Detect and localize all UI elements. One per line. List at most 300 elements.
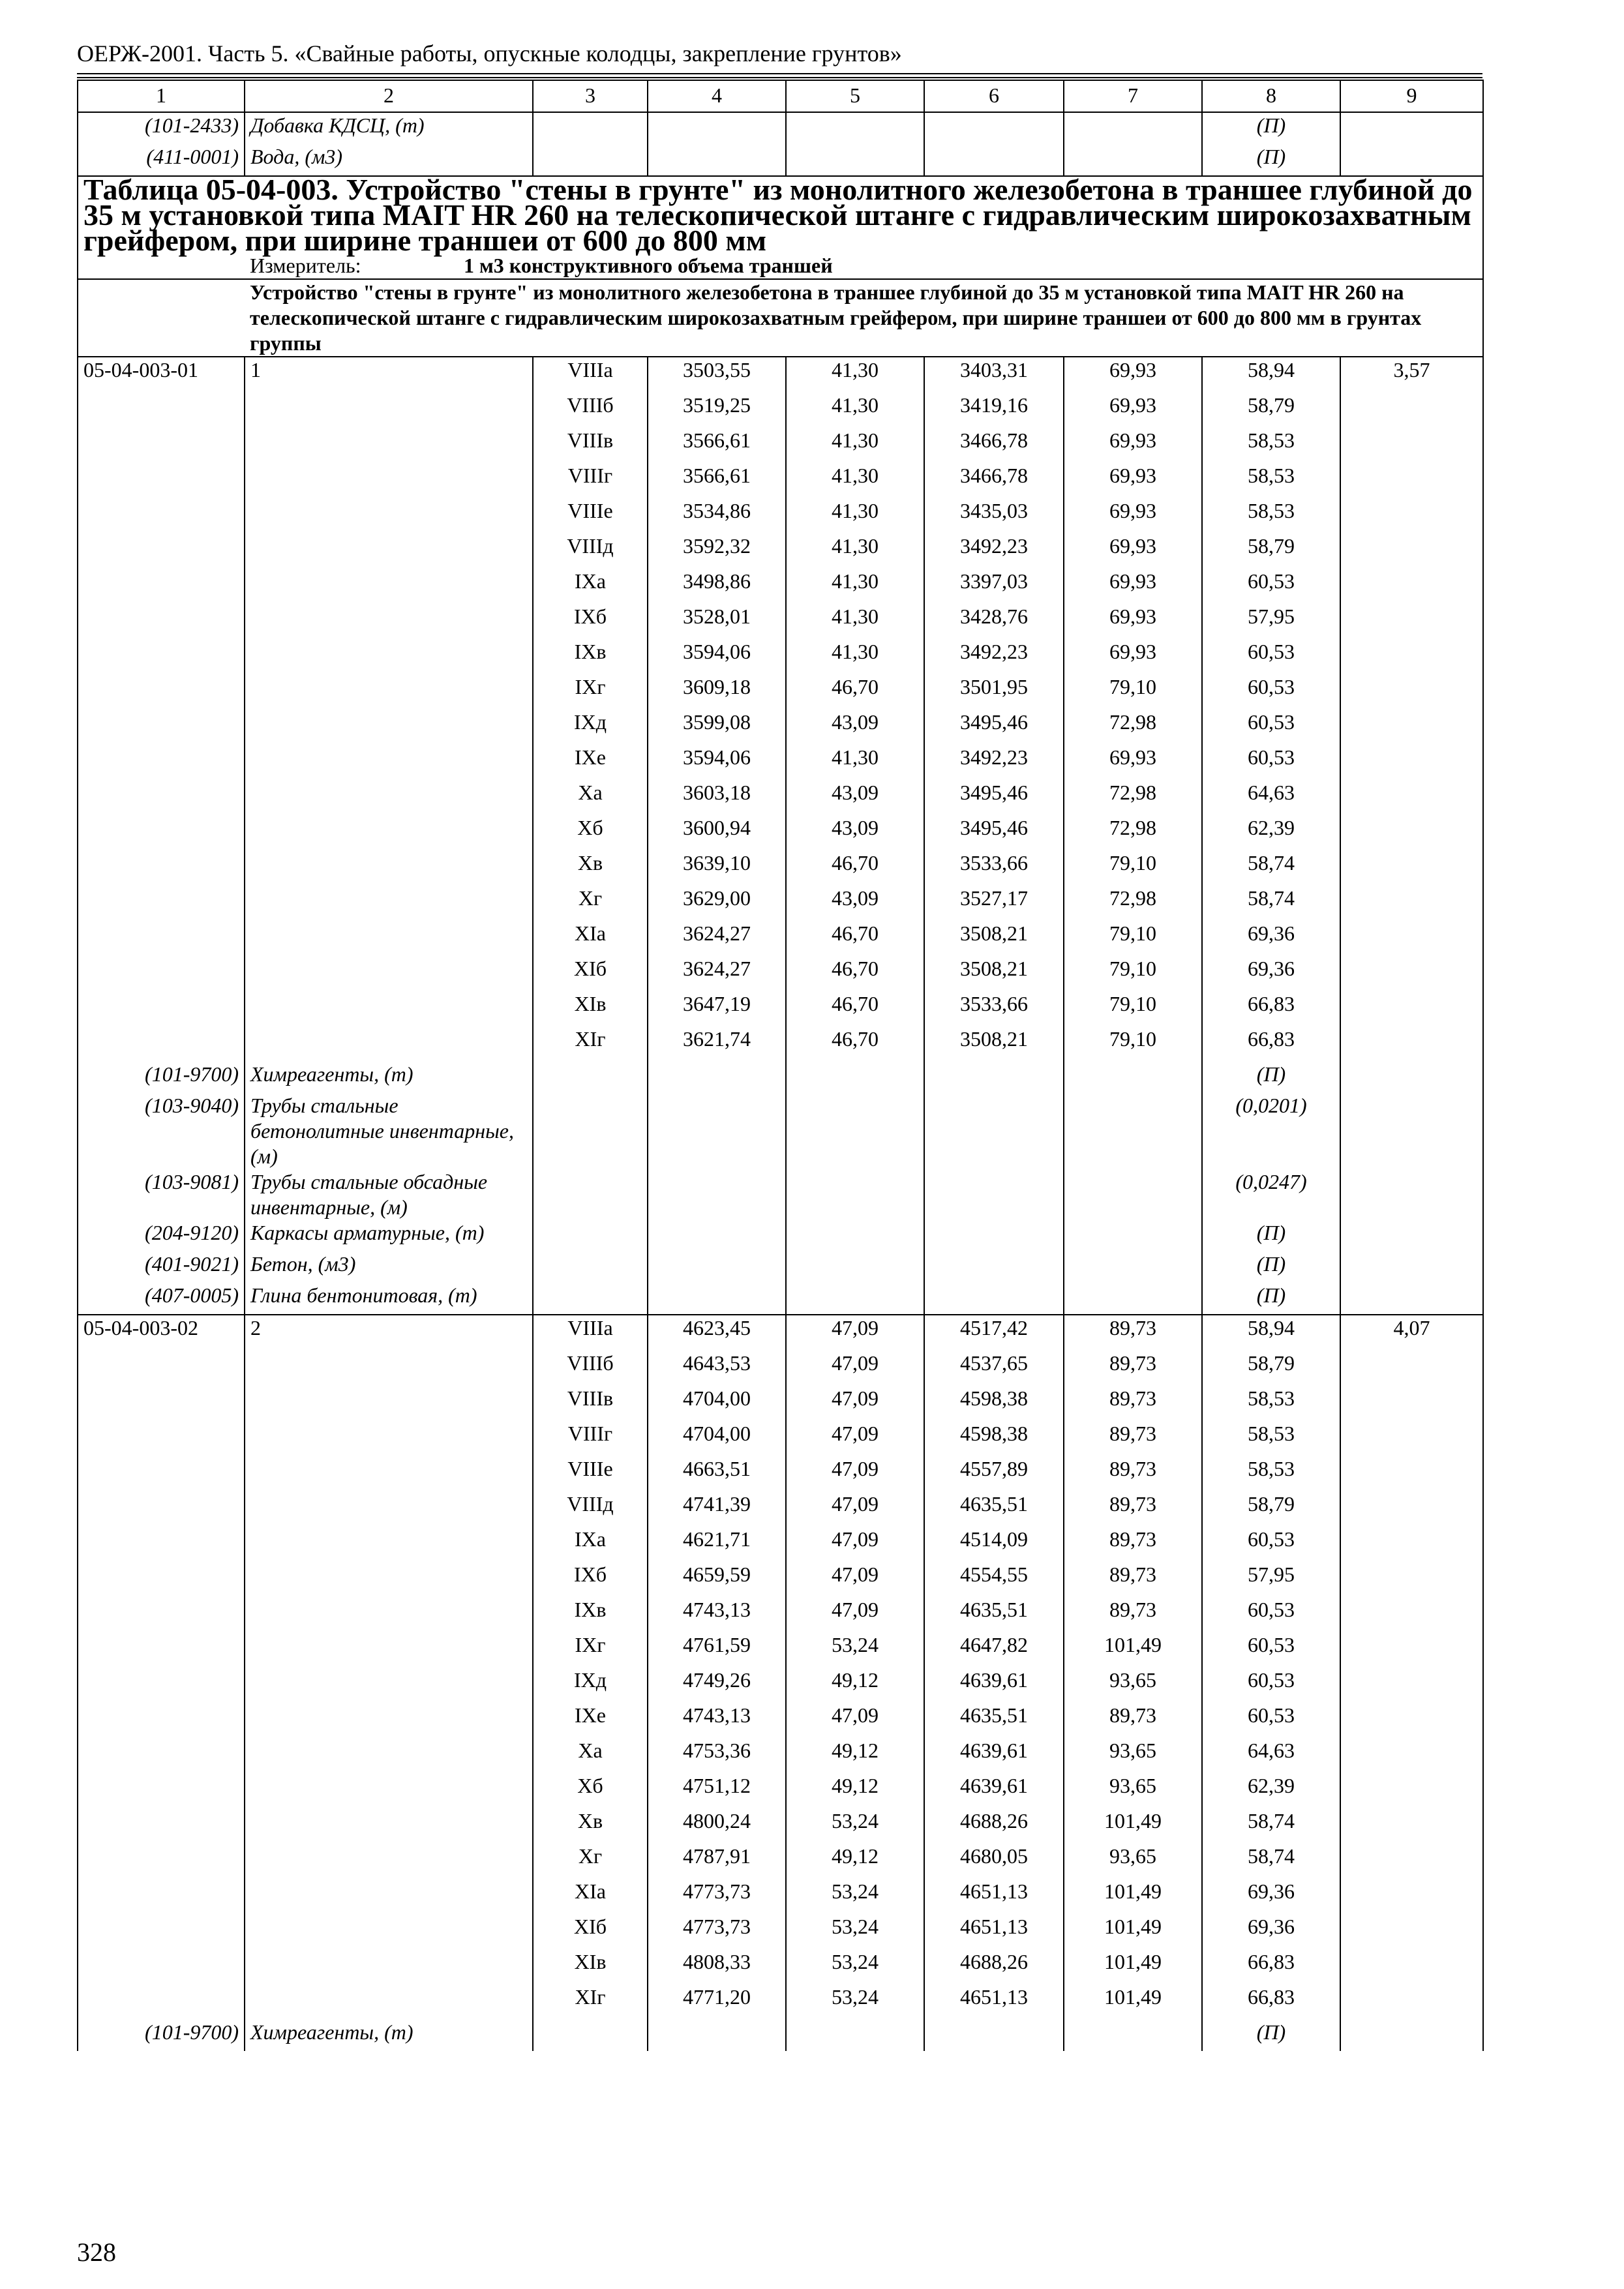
resource-name: Химреагенты, (т) — [245, 1062, 533, 1093]
wages: 41,30 — [786, 357, 924, 393]
wages: 47,09 — [786, 1491, 924, 1527]
machinist-wages: 69,93 — [1064, 357, 1202, 393]
running-header: ОЕРЖ-2001. Часть 5. «Свайные работы, опускные колодцы, закрепление грунтов» — [77, 40, 902, 67]
resource-name: Химреагенты, (т) — [245, 2020, 533, 2051]
total-cost: 4787,91 — [648, 1844, 786, 1879]
soil-group: IXв — [533, 1597, 648, 1632]
rate-row — [78, 1026, 1483, 1062]
wages: 41,30 — [786, 745, 924, 780]
total-cost: 4621,71 — [648, 1527, 786, 1562]
machine-cost: 3508,21 — [924, 1026, 1064, 1062]
column-number: 9 — [1340, 80, 1483, 112]
wages: 43,09 — [786, 780, 924, 815]
machinist-wages: 89,73 — [1064, 1315, 1202, 1351]
rate-code: 05-04-003-02 — [78, 1315, 245, 1351]
resource-code: (101-2433) — [78, 112, 245, 144]
rate-row — [78, 498, 1483, 533]
soil-group: Xв — [533, 1808, 648, 1844]
soil-group: XIб — [533, 1914, 648, 1949]
total-cost: 4749,26 — [648, 1668, 786, 1703]
rate-row — [78, 1315, 1483, 1351]
machinist-wages: 93,65 — [1064, 1738, 1202, 1773]
materials-cost: 58,74 — [1202, 1844, 1340, 1879]
machine-cost: 3428,76 — [924, 604, 1064, 639]
machinist-wages: 72,98 — [1064, 886, 1202, 921]
materials-cost: 58,79 — [1202, 1491, 1340, 1527]
soil-group: IXб — [533, 604, 648, 639]
soil-group: XIа — [533, 921, 648, 956]
material-row — [78, 1283, 1483, 1315]
total-cost: 4743,13 — [648, 1703, 786, 1738]
machinist-wages: 69,93 — [1064, 428, 1202, 463]
machinist-wages: 89,73 — [1064, 1456, 1202, 1491]
material-row — [78, 2020, 1483, 2051]
resource-name: Вода, (м3) — [245, 144, 533, 176]
column-number: 6 — [924, 80, 1064, 112]
machinist-wages: 79,10 — [1064, 1026, 1202, 1062]
wages: 43,09 — [786, 886, 924, 921]
wages: 41,30 — [786, 533, 924, 569]
wages: 53,24 — [786, 1984, 924, 2020]
rate-row — [78, 1386, 1483, 1421]
total-cost: 4659,59 — [648, 1562, 786, 1597]
machinist-wages: 79,10 — [1064, 956, 1202, 991]
machinist-wages: 101,49 — [1064, 1808, 1202, 1844]
soil-group: VIIIг — [533, 463, 648, 498]
rate-row — [78, 1984, 1483, 2020]
wages: 53,24 — [786, 1914, 924, 1949]
total-cost: 4704,00 — [648, 1421, 786, 1456]
machine-cost: 3492,23 — [924, 533, 1064, 569]
total-cost: 3600,94 — [648, 815, 786, 850]
total-cost: 3639,10 — [648, 850, 786, 886]
total-cost: 3603,18 — [648, 780, 786, 815]
wages: 47,09 — [786, 1527, 924, 1562]
machinist-wages: 72,98 — [1064, 815, 1202, 850]
machine-cost: 3501,95 — [924, 674, 1064, 710]
machine-cost: 3508,21 — [924, 921, 1064, 956]
wages: 47,09 — [786, 1421, 924, 1456]
soil-group: VIIIд — [533, 1491, 648, 1527]
machinist-wages: 93,65 — [1064, 1844, 1202, 1879]
materials-cost: 57,95 — [1202, 1562, 1340, 1597]
rate-row — [78, 428, 1483, 463]
total-cost: 4623,45 — [648, 1315, 786, 1351]
total-cost: 4800,24 — [648, 1808, 786, 1844]
machinist-wages: 69,93 — [1064, 604, 1202, 639]
column-number: 1 — [78, 80, 245, 112]
total-cost: 3629,00 — [648, 886, 786, 921]
rate-row — [78, 1844, 1483, 1879]
materials-cost: 60,53 — [1202, 639, 1340, 674]
machinist-wages: 69,93 — [1064, 533, 1202, 569]
machinist-wages: 79,10 — [1064, 991, 1202, 1026]
machine-cost: 3419,16 — [924, 393, 1064, 428]
wages: 47,09 — [786, 1597, 924, 1632]
description-row — [78, 279, 1483, 357]
machine-cost: 3492,23 — [924, 745, 1064, 780]
wages: 53,24 — [786, 1949, 924, 1984]
rate-row — [78, 1949, 1483, 1984]
machinist-wages: 69,93 — [1064, 393, 1202, 428]
wages: 46,70 — [786, 991, 924, 1026]
soil-group: VIIIе — [533, 1456, 648, 1491]
rate-row — [78, 1351, 1483, 1386]
machine-cost: 4688,26 — [924, 1808, 1064, 1844]
machine-cost: 3403,31 — [924, 357, 1064, 393]
machine-cost: 3533,66 — [924, 850, 1064, 886]
rate-row — [78, 604, 1483, 639]
wages: 43,09 — [786, 815, 924, 850]
total-cost: 3566,61 — [648, 428, 786, 463]
materials-cost: 60,53 — [1202, 674, 1340, 710]
machinist-wages: 101,49 — [1064, 1914, 1202, 1949]
materials-cost: 58,94 — [1202, 357, 1340, 393]
soil-group: IXв — [533, 639, 648, 674]
resource-code: (401-9021) — [78, 1251, 245, 1283]
machinist-wages: 89,73 — [1064, 1703, 1202, 1738]
machinist-wages: 69,93 — [1064, 569, 1202, 604]
machine-cost: 4688,26 — [924, 1949, 1064, 1984]
machinist-wages: 69,93 — [1064, 745, 1202, 780]
machinist-wages: 93,65 — [1064, 1773, 1202, 1808]
materials-cost: 58,53 — [1202, 498, 1340, 533]
soil-group: IXг — [533, 674, 648, 710]
machine-cost: 4651,13 — [924, 1984, 1064, 2020]
materials-cost: 60,53 — [1202, 569, 1340, 604]
soil-group: Xг — [533, 886, 648, 921]
resource-name: Каркасы арматурные, (т) — [245, 1220, 533, 1251]
soil-group: IXе — [533, 1703, 648, 1738]
machine-cost: 4680,05 — [924, 1844, 1064, 1879]
rate-code: 05-04-003-01 — [78, 357, 245, 393]
total-cost: 4753,36 — [648, 1738, 786, 1773]
machine-cost: 4651,13 — [924, 1914, 1064, 1949]
labor-cost: 4,07 — [1340, 1315, 1483, 1351]
resource-name: Глина бентонитовая, (т) — [245, 1283, 533, 1315]
rate-row — [78, 1527, 1483, 1562]
machine-cost: 3533,66 — [924, 991, 1064, 1026]
soil-group: VIIIв — [533, 428, 648, 463]
soil-group: Xг — [533, 1844, 648, 1879]
materials-cost: 60,53 — [1202, 1632, 1340, 1668]
material-row — [78, 112, 1483, 144]
total-cost: 3592,32 — [648, 533, 786, 569]
machine-cost: 3492,23 — [924, 639, 1064, 674]
resource-code: (407-0005) — [78, 1283, 245, 1315]
soil-group: IXд — [533, 710, 648, 745]
machinist-wages: 89,73 — [1064, 1562, 1202, 1597]
materials-cost: 58,74 — [1202, 850, 1340, 886]
wages: 53,24 — [786, 1808, 924, 1844]
machinist-wages: 79,10 — [1064, 674, 1202, 710]
wages: 47,09 — [786, 1315, 924, 1351]
measure-row — [78, 253, 1483, 279]
materials-cost: 66,83 — [1202, 1984, 1340, 2020]
machine-cost: 4639,61 — [924, 1773, 1064, 1808]
wages: 49,12 — [786, 1738, 924, 1773]
resource-norm: (0,0247) — [1202, 1169, 1340, 1220]
total-cost: 3534,86 — [648, 498, 786, 533]
materials-cost: 60,53 — [1202, 1703, 1340, 1738]
rate-row — [78, 639, 1483, 674]
machine-cost: 4639,61 — [924, 1738, 1064, 1773]
soil-group: IXд — [533, 1668, 648, 1703]
header-rule — [77, 77, 1482, 78]
machinist-wages: 69,93 — [1064, 639, 1202, 674]
total-cost: 4808,33 — [648, 1949, 786, 1984]
soil-group: Xб — [533, 815, 648, 850]
materials-cost: 58,79 — [1202, 533, 1340, 569]
wages: 47,09 — [786, 1386, 924, 1421]
soil-group: XIг — [533, 1984, 648, 2020]
wages: 43,09 — [786, 710, 924, 745]
total-cost: 3594,06 — [648, 745, 786, 780]
resource-code: (101-9700) — [78, 1062, 245, 1093]
wages: 49,12 — [786, 1844, 924, 1879]
materials-cost: 60,53 — [1202, 745, 1340, 780]
rates-table — [77, 80, 1484, 2051]
machinist-wages: 69,93 — [1064, 463, 1202, 498]
machinist-wages: 69,93 — [1064, 498, 1202, 533]
labor-cost: 3,57 — [1340, 357, 1483, 393]
column-number: 8 — [1202, 80, 1340, 112]
total-cost: 3498,86 — [648, 569, 786, 604]
rate-row — [78, 1562, 1483, 1597]
rate-number: 2 — [245, 1315, 533, 1351]
materials-cost: 57,95 — [1202, 604, 1340, 639]
materials-cost: 62,39 — [1202, 815, 1340, 850]
total-cost: 3503,55 — [648, 357, 786, 393]
machinist-wages: 79,10 — [1064, 850, 1202, 886]
materials-cost: 60,53 — [1202, 710, 1340, 745]
resource-norm: (П) — [1202, 1283, 1340, 1315]
resource-norm: (П) — [1202, 1220, 1340, 1251]
wages: 41,30 — [786, 569, 924, 604]
soil-group: IXа — [533, 1527, 648, 1562]
machinist-wages: 89,73 — [1064, 1597, 1202, 1632]
soil-group: Xб — [533, 1773, 648, 1808]
wages: 46,70 — [786, 921, 924, 956]
soil-group: VIIIа — [533, 357, 648, 393]
wages: 47,09 — [786, 1351, 924, 1386]
work-description: Устройство "стены в грунте" из монолитного железобетона в траншее глубиной до 35 м установкой типа MAIT HR 260 на телескопической штанге с гидравлическим широкозахватным грейфером, при ширине траншеи от 600 до 800 мм в грунтах группы — [245, 279, 1483, 357]
soil-group: IXб — [533, 1562, 648, 1597]
total-cost: 4761,59 — [648, 1632, 786, 1668]
total-cost: 3566,61 — [648, 463, 786, 498]
wages: 53,24 — [786, 1879, 924, 1914]
soil-group: XIа — [533, 1879, 648, 1914]
materials-cost: 60,53 — [1202, 1527, 1340, 1562]
rate-row — [78, 569, 1483, 604]
resource-norm: (П) — [1202, 1251, 1340, 1283]
total-cost: 4751,12 — [648, 1773, 786, 1808]
machine-cost: 4635,51 — [924, 1491, 1064, 1527]
resource-name: Трубы стальные бетонолитные инвентарные, (м) — [245, 1093, 533, 1169]
rate-row — [78, 674, 1483, 710]
rate-row — [78, 1703, 1483, 1738]
rate-row — [78, 1808, 1483, 1844]
resource-code: (101-9700) — [78, 2020, 245, 2051]
resource-name: Трубы стальные обсадные инвентарные, (м) — [245, 1169, 533, 1220]
rate-row — [78, 1456, 1483, 1491]
total-cost: 4743,13 — [648, 1597, 786, 1632]
total-cost: 3519,25 — [648, 393, 786, 428]
machine-cost: 3495,46 — [924, 815, 1064, 850]
resource-name: Добавка КДСЦ, (т) — [245, 112, 533, 144]
machine-cost: 3508,21 — [924, 956, 1064, 991]
soil-group: XIг — [533, 1026, 648, 1062]
wages: 47,09 — [786, 1562, 924, 1597]
soil-group: Xа — [533, 780, 648, 815]
materials-cost: 58,53 — [1202, 463, 1340, 498]
total-cost: 3624,27 — [648, 921, 786, 956]
soil-group: VIIIв — [533, 1386, 648, 1421]
rate-row — [78, 850, 1483, 886]
column-number: 5 — [786, 80, 924, 112]
soil-group: IXа — [533, 569, 648, 604]
total-cost: 4741,39 — [648, 1491, 786, 1527]
wages: 49,12 — [786, 1773, 924, 1808]
rate-row — [78, 991, 1483, 1026]
rate-row — [78, 921, 1483, 956]
machinist-wages: 101,49 — [1064, 1632, 1202, 1668]
materials-cost: 66,83 — [1202, 1026, 1340, 1062]
resource-norm: (П) — [1202, 112, 1340, 144]
soil-group: Xа — [533, 1738, 648, 1773]
material-row — [78, 144, 1483, 176]
rate-row — [78, 1914, 1483, 1949]
header-rule — [77, 73, 1482, 74]
total-cost: 3609,18 — [648, 674, 786, 710]
materials-cost: 58,74 — [1202, 886, 1340, 921]
materials-cost: 58,74 — [1202, 1808, 1340, 1844]
resource-name: Бетон, (м3) — [245, 1251, 533, 1283]
rate-row — [78, 710, 1483, 745]
material-row — [78, 1062, 1483, 1093]
total-cost: 3624,27 — [648, 956, 786, 991]
total-cost: 4773,73 — [648, 1879, 786, 1914]
machine-cost: 4635,51 — [924, 1597, 1064, 1632]
resource-norm: (П) — [1202, 1062, 1340, 1093]
total-cost: 3528,01 — [648, 604, 786, 639]
soil-group: IXг — [533, 1632, 648, 1668]
machinist-wages: 89,73 — [1064, 1527, 1202, 1562]
machinist-wages: 72,98 — [1064, 710, 1202, 745]
machine-cost: 4517,42 — [924, 1315, 1064, 1351]
materials-cost: 62,39 — [1202, 1773, 1340, 1808]
machinist-wages: 72,98 — [1064, 780, 1202, 815]
total-cost: 4773,73 — [648, 1914, 786, 1949]
machinist-wages: 101,49 — [1064, 1879, 1202, 1914]
total-cost: 4771,20 — [648, 1984, 786, 2020]
machinist-wages: 101,49 — [1064, 1984, 1202, 2020]
rate-row — [78, 886, 1483, 921]
soil-group: XIв — [533, 991, 648, 1026]
machinist-wages: 79,10 — [1064, 921, 1202, 956]
soil-group: VIIIг — [533, 1421, 648, 1456]
material-row — [78, 1220, 1483, 1251]
wages: 41,30 — [786, 604, 924, 639]
wages: 41,30 — [786, 498, 924, 533]
soil-group: VIIIд — [533, 533, 648, 569]
machine-cost: 4639,61 — [924, 1668, 1064, 1703]
table-title: Таблица 05-04-003. Устройство "стены в грунте" из монолитного железобетона в траншее глубиной до 35 м установкой типа MAIT HR 260 на телескопической штанге с гидравлическим широкозахватным грейфером, при ширине траншеи от 600 до 800 мм — [78, 176, 1483, 253]
column-number: 2 — [245, 80, 533, 112]
machine-cost: 3527,17 — [924, 886, 1064, 921]
machine-cost: 4514,09 — [924, 1527, 1064, 1562]
machinist-wages: 89,73 — [1064, 1421, 1202, 1456]
wages: 47,09 — [786, 1456, 924, 1491]
wages: 46,70 — [786, 850, 924, 886]
rate-row — [78, 533, 1483, 569]
machinist-wages: 89,73 — [1064, 1491, 1202, 1527]
machine-cost: 3435,03 — [924, 498, 1064, 533]
machine-cost: 3495,46 — [924, 710, 1064, 745]
wages: 46,70 — [786, 1026, 924, 1062]
wages: 41,30 — [786, 393, 924, 428]
total-cost: 4643,53 — [648, 1351, 786, 1386]
machine-cost: 4537,65 — [924, 1351, 1064, 1386]
materials-cost: 69,36 — [1202, 956, 1340, 991]
table-title-row — [78, 176, 1483, 253]
total-cost: 4663,51 — [648, 1456, 786, 1491]
rate-row — [78, 1773, 1483, 1808]
page-number: 328 — [77, 2237, 116, 2267]
total-cost: 3621,74 — [648, 1026, 786, 1062]
materials-cost: 58,79 — [1202, 1351, 1340, 1386]
machine-cost: 3495,46 — [924, 780, 1064, 815]
wages: 41,30 — [786, 428, 924, 463]
materials-cost: 66,83 — [1202, 991, 1340, 1026]
wages: 46,70 — [786, 674, 924, 710]
material-row — [78, 1251, 1483, 1283]
rate-row — [78, 1879, 1483, 1914]
machine-cost: 4651,13 — [924, 1879, 1064, 1914]
resource-norm: (П) — [1202, 144, 1340, 176]
soil-group: XIб — [533, 956, 648, 991]
rate-row — [78, 1738, 1483, 1773]
wages: 41,30 — [786, 639, 924, 674]
total-cost: 4704,00 — [648, 1386, 786, 1421]
materials-cost: 69,36 — [1202, 921, 1340, 956]
machine-cost: 4635,51 — [924, 1703, 1064, 1738]
materials-cost: 66,83 — [1202, 1949, 1340, 1984]
machinist-wages: 89,73 — [1064, 1386, 1202, 1421]
wages: 46,70 — [786, 956, 924, 991]
rate-row — [78, 815, 1483, 850]
soil-group: Xв — [533, 850, 648, 886]
rate-row — [78, 357, 1483, 393]
total-cost: 3647,19 — [648, 991, 786, 1026]
materials-cost: 58,53 — [1202, 1456, 1340, 1491]
materials-cost: 60,53 — [1202, 1668, 1340, 1703]
measure-label: Измеритель: — [250, 254, 361, 277]
materials-cost: 58,53 — [1202, 1421, 1340, 1456]
materials-cost: 60,53 — [1202, 1597, 1340, 1632]
rate-row — [78, 956, 1483, 991]
rate-row — [78, 1668, 1483, 1703]
resource-code: (103-9081) — [78, 1169, 245, 1220]
materials-cost: 58,53 — [1202, 428, 1340, 463]
measure — [245, 253, 1483, 279]
rate-row — [78, 1421, 1483, 1456]
materials-cost: 69,36 — [1202, 1879, 1340, 1914]
machine-cost: 3397,03 — [924, 569, 1064, 604]
column-number: 4 — [648, 80, 786, 112]
soil-group: XIв — [533, 1949, 648, 1984]
rate-number: 1 — [245, 357, 533, 393]
